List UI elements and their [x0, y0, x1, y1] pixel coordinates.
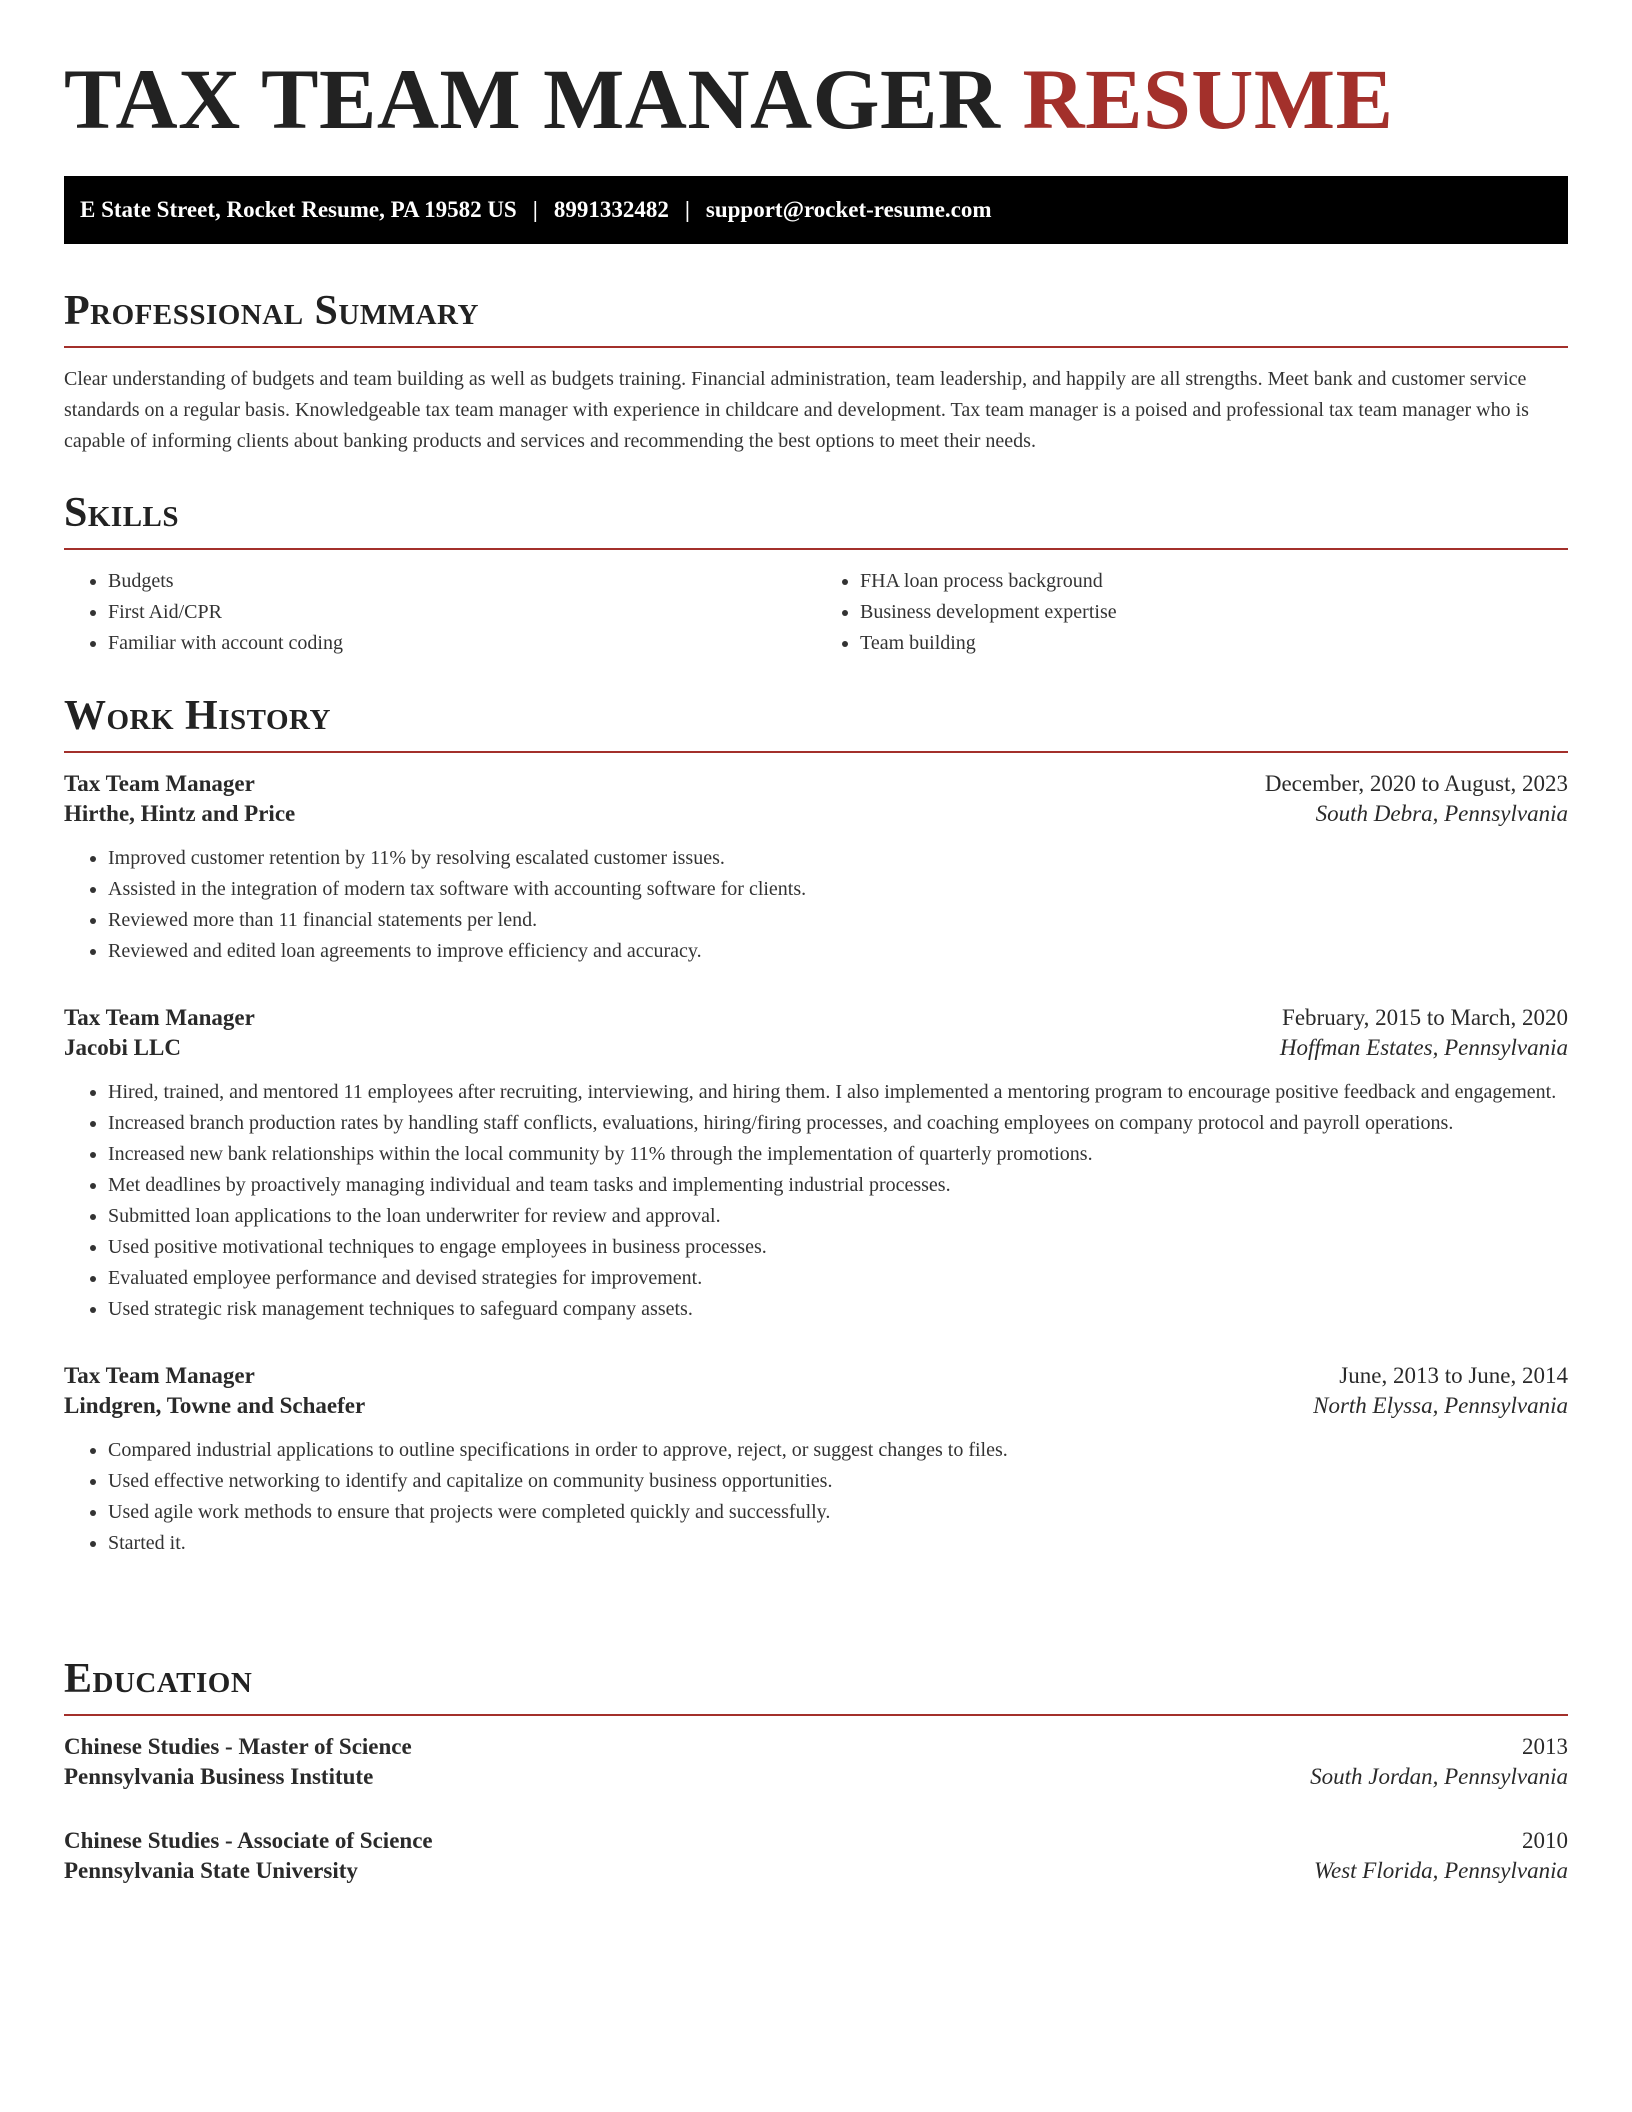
job-location: Hoffman Estates, Pennsylvania	[1279, 1035, 1568, 1060]
summary-section	[64, 290, 1568, 457]
job-bullet: • Started it.	[108, 1528, 1568, 1559]
job-bullet: • Used strategic risk management techniques to safeguard company assets.	[108, 1294, 1568, 1325]
job-bullets	[64, 1435, 1568, 1559]
education-heading: Education	[64, 1658, 1568, 1716]
skill-item: • Team building	[860, 628, 1568, 659]
job-bullet: • Met deadlines by proactively managing individual and team tasks and implementing industrial processes.	[108, 1170, 1568, 1201]
skills-section	[64, 492, 1568, 659]
education-location: West Florida, Pennsylvania	[1313, 1858, 1568, 1883]
contact-separator: |	[684, 197, 690, 222]
job-bullet: • Reviewed more than 11 financial statements per lend.	[108, 905, 1568, 936]
job-bullet: • Used agile work methods to ensure that projects were completed quickly and successfully.	[108, 1497, 1568, 1528]
job-bullet: • Hired, trained, and mentored 11 employees after recruiting, interviewing, and hiring them. I also implemented a mentoring program to encourage positive feedback and engagement.	[108, 1077, 1568, 1108]
job-title: Tax Team Manager	[64, 1363, 255, 1388]
job-location: South Debra, Pennsylvania	[1315, 801, 1568, 826]
education-year: 2010	[1522, 1828, 1568, 1853]
education-year: 2013	[1522, 1734, 1568, 1759]
contact-bar	[64, 176, 1568, 244]
job-title: Tax Team Manager	[64, 1005, 255, 1030]
job-bullets	[64, 1077, 1568, 1325]
skill-item: • Familiar with account coding	[108, 628, 816, 659]
job-bullet: • Used effective networking to identify and capitalize on community business opportunities.	[108, 1466, 1568, 1497]
job-bullet: • Increased new bank relationships within the local community by 11% through the implementation of quarterly promotions.	[108, 1139, 1568, 1170]
job-bullet: • Used positive motivational techniques to engage employees in business processes.	[108, 1232, 1568, 1263]
summary-text: Clear understanding of budgets and team building as well as budgets training. Financial administration, team leadership, and happily are all strengths. Meet bank and customer service standards on a regular basis. Knowledgeable tax team manager with experience in childcare and development. Tax team manager is a poised and professional tax team manager who is capable of informing clients about banking products and services and recommending the best options to meet their needs.	[64, 368, 1529, 452]
job-title: Tax Team Manager	[64, 771, 255, 796]
contact-address: E State Street, Rocket Resume, PA 19582 US	[80, 197, 517, 222]
job-bullet: • Improved customer retention by 11% by resolving escalated customer issues.	[108, 843, 1568, 874]
job-location: North Elyssa, Pennsylvania	[1313, 1393, 1568, 1418]
job-entry	[64, 771, 1568, 967]
job-bullets	[64, 843, 1568, 967]
job-dates: December, 2020 to August, 2023	[1264, 771, 1568, 796]
education-entry	[64, 1828, 1568, 1884]
education-section	[64, 1658, 1568, 1884]
job-dates: February, 2015 to March, 2020	[1282, 1005, 1568, 1030]
title-main: TAX TEAM MANAGER	[64, 51, 1001, 147]
skills-column-2	[816, 566, 1568, 659]
job-bullet: • Reviewed and edited loan agreements to improve efficiency and accuracy.	[108, 936, 1568, 967]
job-entry	[64, 1005, 1568, 1325]
education-school: Pennsylvania Business Institute	[64, 1764, 374, 1789]
work-history-heading: Work History	[64, 695, 1568, 753]
summary-heading: Professional Summary	[64, 290, 1568, 348]
contact-phone: 8991332482	[553, 197, 669, 222]
job-entry	[64, 1363, 1568, 1559]
education-location: South Jordan, Pennsylvania	[1310, 1764, 1568, 1789]
job-bullet: • Submitted loan applications to the loan underwriter for review and approval.	[108, 1201, 1568, 1232]
work-history-section	[64, 695, 1568, 1559]
job-company: Lindgren, Towne and Schaefer	[64, 1393, 366, 1418]
page-title	[64, 51, 1394, 147]
job-bullet: • Assisted in the integration of modern tax software with accounting software for clients.	[108, 874, 1568, 905]
title-accent: RESUME	[1022, 51, 1394, 147]
job-dates: June, 2013 to June, 2014	[1339, 1363, 1568, 1388]
contact-email: support@rocket-resume.com	[705, 197, 992, 222]
education-school: Pennsylvania State University	[64, 1858, 358, 1883]
skill-item: • First Aid/CPR	[108, 597, 816, 628]
skills-column-1	[64, 566, 816, 659]
job-company: Hirthe, Hintz and Price	[64, 801, 296, 826]
skill-item: • Business development expertise	[860, 597, 1568, 628]
job-bullet: • Evaluated employee performance and devised strategies for improvement.	[108, 1263, 1568, 1294]
contact-separator: |	[532, 197, 538, 222]
job-bullet: • Compared industrial applications to outline specifications in order to approve, reject, or suggest changes to files.	[108, 1435, 1568, 1466]
education-degree: Chinese Studies - Associate of Science	[64, 1828, 433, 1853]
skills-list	[64, 566, 1568, 659]
skill-item: • Budgets	[108, 566, 816, 597]
skills-heading: Skills	[64, 492, 1568, 550]
job-company: Jacobi LLC	[64, 1035, 181, 1060]
skill-item: • FHA loan process background	[860, 566, 1568, 597]
education-degree: Chinese Studies - Master of Science	[64, 1734, 412, 1759]
education-entry	[64, 1734, 1568, 1790]
job-bullet: • Increased branch production rates by handling staff conflicts, evaluations, hiring/firing processes, and coaching employees on company protocol and payroll operations.	[108, 1108, 1568, 1139]
